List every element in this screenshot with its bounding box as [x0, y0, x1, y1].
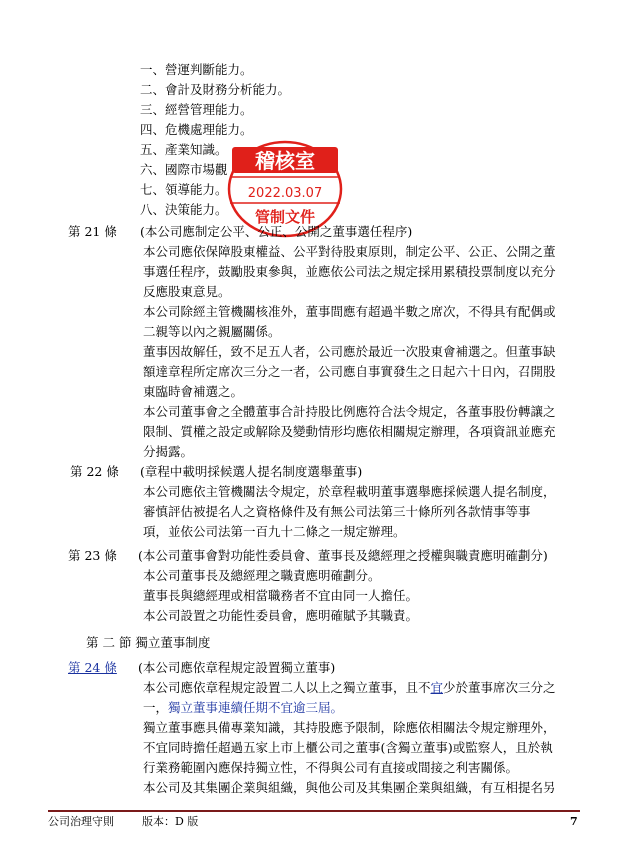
article-21-title: (本公司應制定公平、公正、公開之董事選任程序)	[140, 224, 413, 239]
article-23-number: 第 23 條	[68, 548, 117, 563]
article-21-text: 額達章程所定席次三分之一者，公司應自事實發生之日起六十日內，召開股	[143, 364, 556, 379]
article-21-text: 反應股東意見。	[143, 284, 231, 299]
ability-item: 七、領導能力。	[140, 182, 228, 197]
article-24-text	[143, 699, 343, 717]
article-24-text: 本公司及其集團企業與組織，與他公司及其集團企業與組織，有互相提名另	[143, 780, 556, 795]
article-21-text: 本公司除經主管機關核准外，董事間應有超過半數之席次，不得具有配偶或	[143, 304, 556, 319]
page-number: 7	[570, 815, 578, 828]
article-21-text: 本公司應依保障股東權益、公平對待股東原則，制定公平、公正、公開之董	[143, 244, 556, 259]
article-23-text: 董事長與總經理或相當職務者不宜由同一人擔任。	[143, 588, 419, 603]
article-23-text: 本公司設置之功能性委員會，應明確賦予其職責。	[143, 608, 419, 623]
article-21-text: 限制、質權之設定或解除及變動情形均應依相關規定辦理，各項資訊並應充	[143, 424, 556, 439]
section-heading: 第 二 節 獨立董事制度	[86, 635, 211, 650]
article-21-text: 事選任程序，鼓勵股東參與，並應依公司法之規定採用累積投票制度以充分	[143, 264, 556, 279]
article-24-text: 行業務範圍內應保持獨立性，不得與公司有直接或間接之利害關係。	[143, 760, 519, 775]
article-23-title: (本公司董事會對功能性委員會、董事長及總經理之授權與職責應明確劃分)	[138, 548, 548, 563]
stamp-top-text: 稽核室	[255, 149, 315, 173]
article-24-text: 不宜同時擔任超過五家上市上櫃公司之董事(含獨立董事)或監察人，且於執	[143, 740, 553, 755]
article-22-text: 項，並依公司法第一百九十二條之一規定辦理。	[143, 524, 406, 539]
ability-item: 六、國際市場觀	[140, 162, 228, 177]
revised-text: 宜	[430, 680, 444, 695]
article-21-text: 東臨時會補選之。	[143, 384, 244, 399]
ability-item: 二、會計及財務分析能力。	[140, 82, 291, 97]
article-21-text: 分揭露。	[143, 444, 194, 459]
article-21-text: 本公司董事會之全體董事合計持股比例應符合法令規定，各董事股份轉讓之	[143, 404, 556, 419]
ability-item: 五、產業知識。	[140, 142, 228, 157]
ability-item: 四、危機處理能力。	[140, 122, 253, 137]
article-21-number: 第 21 條	[68, 224, 117, 239]
ability-item: 八、決策能力。	[140, 202, 228, 217]
article-23-text: 本公司董事長及總經理之職責應明確劃分。	[143, 568, 381, 583]
article-22-title: (章程中載明採候選人提名制度選舉董事)	[140, 464, 363, 479]
article-22-text: 本公司應依主管機關法令規定，於章程載明董事選舉應採候選人提名制度，	[143, 484, 556, 499]
article-21-text: 二親等以內之親屬關係。	[143, 324, 281, 339]
article-21-text: 董事因故解任，致不足五人者，公司應於最近一次股東會補選之。但董事缺	[143, 344, 556, 359]
footer-rule	[48, 810, 580, 812]
article-24-text	[143, 679, 556, 697]
stamp-bottom-text: 管制文件	[254, 208, 316, 226]
article-22-text: 審慎評估被提名人之資格條件及有無公司法第三十條所列各款情事等事	[143, 504, 531, 519]
article-22-number: 第 22 條	[70, 464, 119, 479]
text-run: 少於董事席次三分之	[443, 680, 556, 695]
footer-version: 版本：D 版	[142, 815, 199, 828]
ability-item: 一、營運判斷能力。	[140, 62, 253, 77]
text-run: 一，	[143, 700, 169, 715]
stamp-date: 2022.03.07	[247, 186, 323, 201]
footer-title: 公司治理守則	[48, 815, 114, 828]
article-24-number[interactable]: 第 24 條	[68, 660, 117, 675]
article-24-text: 獨立董事應具備專業知識，其持股應予限制，除應依相關法令規定辦理外，	[143, 720, 556, 735]
ability-item: 三、經營管理能力。	[140, 102, 253, 117]
text-run: 本公司應依章程規定設置二人以上之獨立董事，且不	[143, 680, 431, 695]
article-24-title: (本公司應依章程規定設置獨立董事)	[138, 660, 336, 675]
revised-text: 獨立董事連續任期不宜逾三屆。	[168, 700, 344, 715]
